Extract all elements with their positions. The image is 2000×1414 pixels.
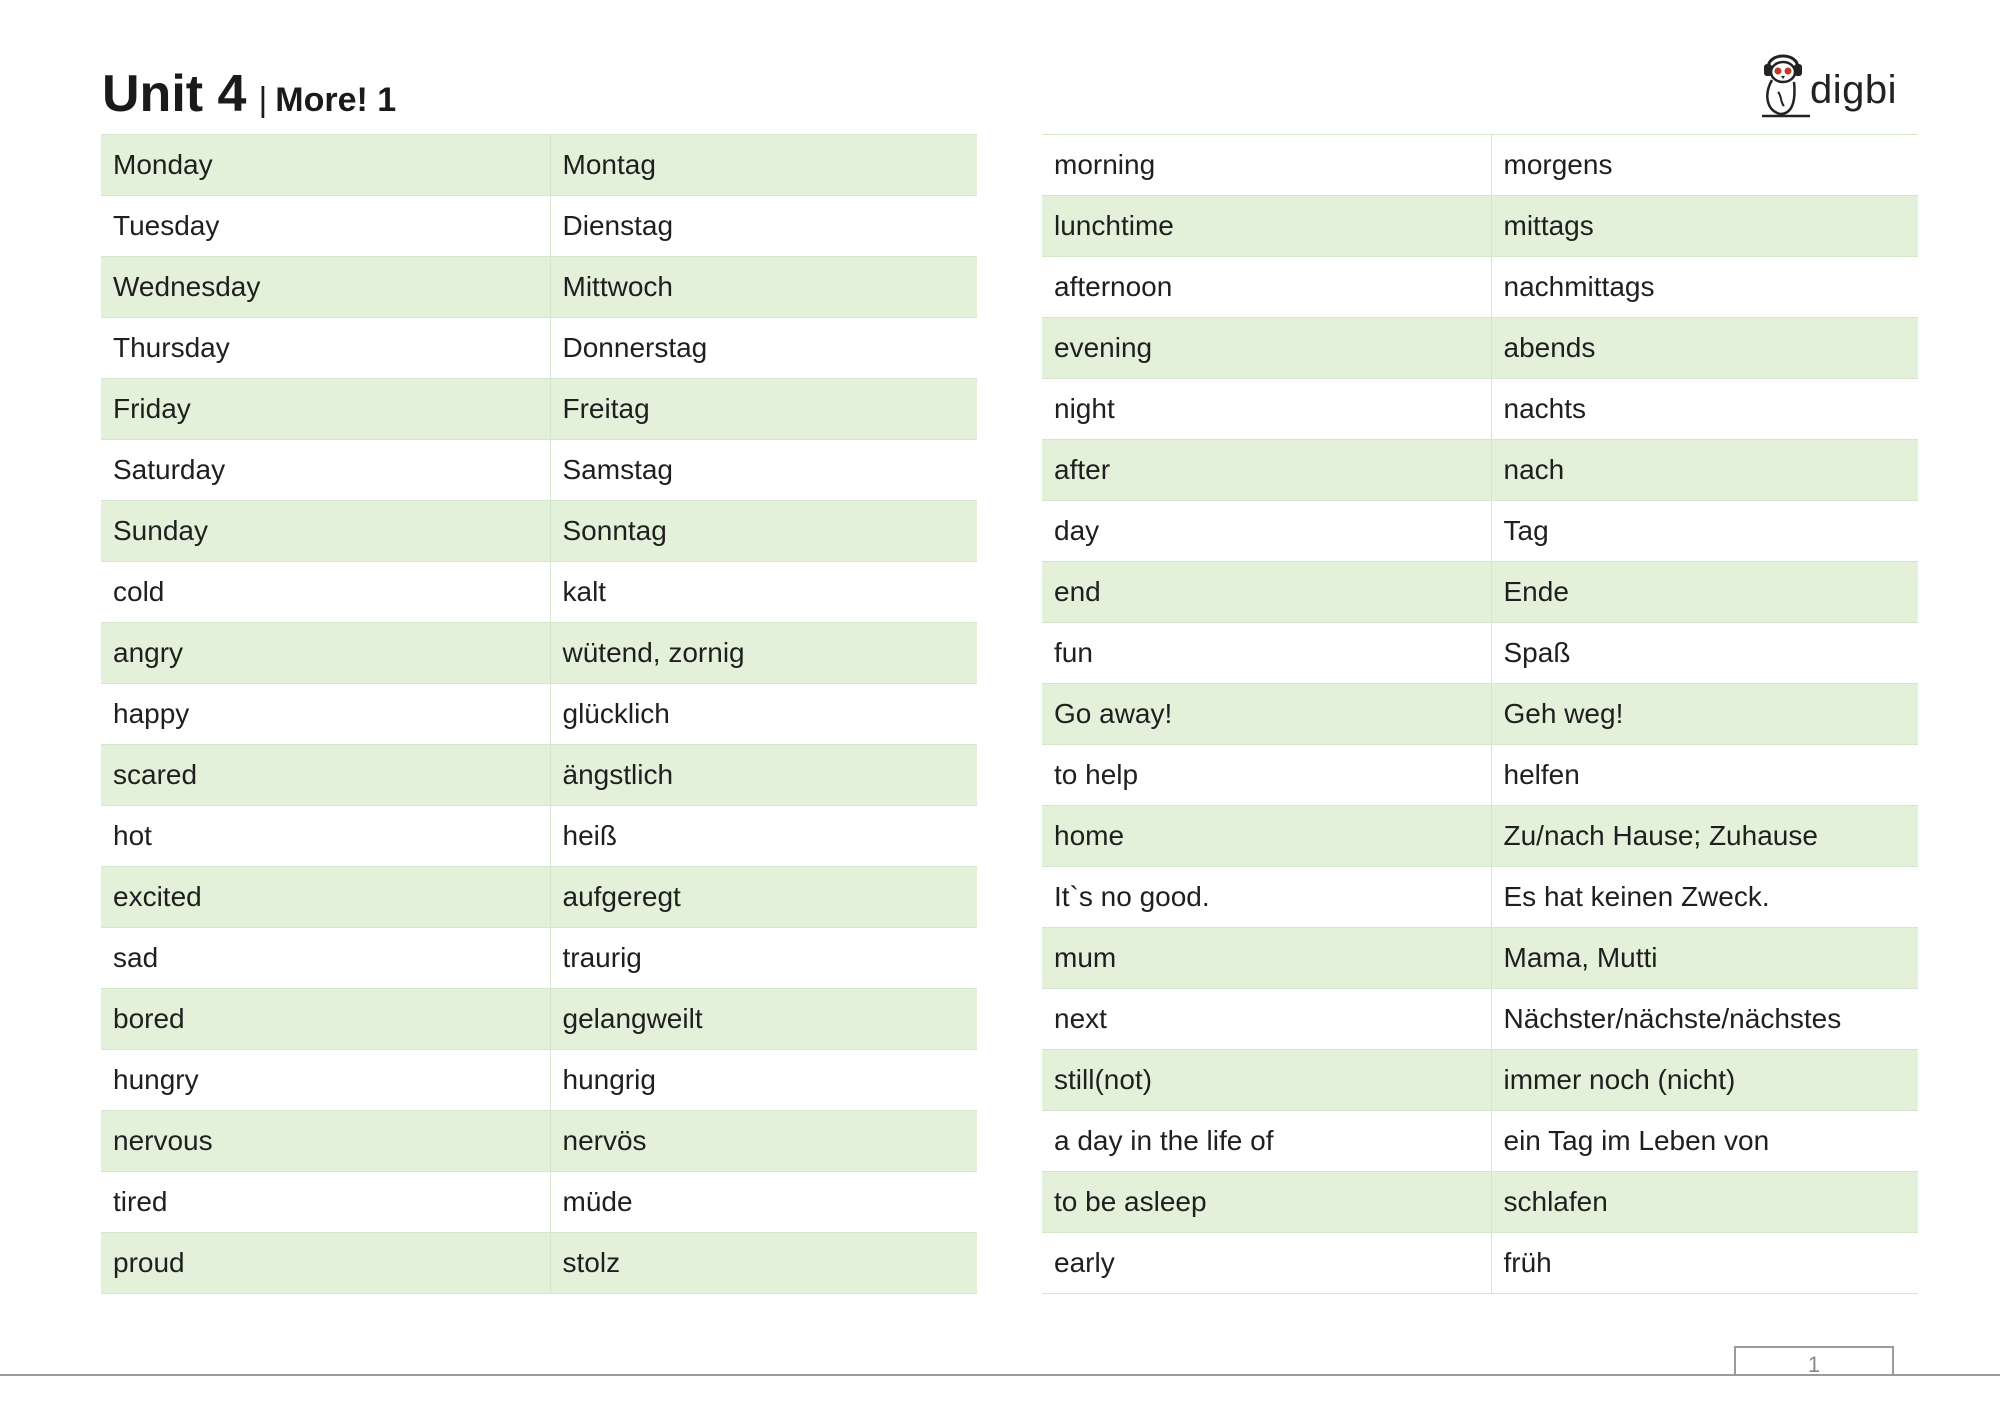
english-term: a day in the life of <box>1042 1111 1491 1172</box>
english-term: Go away! <box>1042 684 1491 745</box>
english-term: to help <box>1042 745 1491 806</box>
vocab-row <box>1042 501 1918 562</box>
english-term: morning <box>1042 135 1491 196</box>
german-translation: Tag <box>1491 501 1918 562</box>
german-translation: Nächster/nächste/nächstes <box>1491 989 1918 1050</box>
german-translation: früh <box>1491 1233 1918 1294</box>
vocab-row <box>1042 1172 1918 1233</box>
german-translation: Dienstag <box>550 196 977 257</box>
english-term: bored <box>101 989 550 1050</box>
digbi-logo <box>1758 46 1908 120</box>
german-translation: stolz <box>550 1233 977 1294</box>
german-translation: ängstlich <box>550 745 977 806</box>
vocab-row <box>101 318 977 379</box>
english-term: Monday <box>101 135 550 196</box>
german-translation: morgens <box>1491 135 1918 196</box>
vocab-row <box>1042 379 1918 440</box>
english-term: Tuesday <box>101 196 550 257</box>
english-term: scared <box>101 745 550 806</box>
german-translation: Mittwoch <box>550 257 977 318</box>
english-term: angry <box>101 623 550 684</box>
german-translation: nachmittags <box>1491 257 1918 318</box>
vocab-row <box>101 257 977 318</box>
english-term: cold <box>101 562 550 623</box>
german-translation: Sonntag <box>550 501 977 562</box>
vocab-row <box>1042 623 1918 684</box>
vocab-row <box>1042 989 1918 1050</box>
english-term: proud <box>101 1233 550 1294</box>
vocab-row <box>1042 867 1918 928</box>
footer-divider <box>0 1374 2000 1376</box>
german-translation: abends <box>1491 318 1918 379</box>
logo-text: digbi <box>1810 68 1898 112</box>
english-term: early <box>1042 1233 1491 1294</box>
vocab-row <box>101 1172 977 1233</box>
vocab-row <box>1042 196 1918 257</box>
owl-headphones-icon <box>1758 46 1814 120</box>
english-term: tired <box>101 1172 550 1233</box>
german-translation: Mama, Mutti <box>1491 928 1918 989</box>
german-translation: Es hat keinen Zweck. <box>1491 867 1918 928</box>
english-term: end <box>1042 562 1491 623</box>
german-translation: helfen <box>1491 745 1918 806</box>
english-term: Sunday <box>101 501 550 562</box>
english-term: to be asleep <box>1042 1172 1491 1233</box>
english-term: still(not) <box>1042 1050 1491 1111</box>
vocab-table-left <box>101 134 977 1294</box>
unit-title: Unit 4 <box>102 65 247 123</box>
german-translation: heiß <box>550 806 977 867</box>
vocab-row <box>101 501 977 562</box>
english-term: excited <box>101 867 550 928</box>
german-translation: immer noch (nicht) <box>1491 1050 1918 1111</box>
vocab-row <box>101 684 977 745</box>
german-translation: nachts <box>1491 379 1918 440</box>
vocab-row <box>101 196 977 257</box>
vocab-row <box>101 135 977 196</box>
english-term: home <box>1042 806 1491 867</box>
english-term: after <box>1042 440 1491 501</box>
english-term: lunchtime <box>1042 196 1491 257</box>
english-term: next <box>1042 989 1491 1050</box>
vocab-row <box>101 623 977 684</box>
german-translation: wütend, zornig <box>550 623 977 684</box>
english-term: nervous <box>101 1111 550 1172</box>
german-translation: Freitag <box>550 379 977 440</box>
german-translation: mittags <box>1491 196 1918 257</box>
english-term: Friday <box>101 379 550 440</box>
german-translation: Samstag <box>550 440 977 501</box>
english-term: happy <box>101 684 550 745</box>
vocab-row <box>101 440 977 501</box>
german-translation: müde <box>550 1172 977 1233</box>
english-term: fun <box>1042 623 1491 684</box>
german-translation: Zu/nach Hause; Zuhause <box>1491 806 1918 867</box>
german-translation: hungrig <box>550 1050 977 1111</box>
german-translation: gelangweilt <box>550 989 977 1050</box>
english-term: mum <box>1042 928 1491 989</box>
vocab-row <box>101 867 977 928</box>
vocab-row <box>101 379 977 440</box>
vocab-row <box>1042 745 1918 806</box>
german-translation: nervös <box>550 1111 977 1172</box>
vocab-row <box>1042 1233 1918 1294</box>
vocab-row <box>101 806 977 867</box>
vocab-row <box>101 1050 977 1111</box>
book-title: More! 1 <box>275 81 397 119</box>
vocab-row <box>101 989 977 1050</box>
title-separator: | <box>258 81 268 119</box>
german-translation: Geh weg! <box>1491 684 1918 745</box>
german-translation: Ende <box>1491 562 1918 623</box>
vocab-row <box>1042 562 1918 623</box>
german-translation: Spaß <box>1491 623 1918 684</box>
english-term: afternoon <box>1042 257 1491 318</box>
english-term: night <box>1042 379 1491 440</box>
vocab-row <box>1042 928 1918 989</box>
english-term: Wednesday <box>101 257 550 318</box>
english-term: evening <box>1042 318 1491 379</box>
german-translation: glücklich <box>550 684 977 745</box>
vocab-row <box>1042 440 1918 501</box>
vocab-row <box>101 745 977 806</box>
english-term: Saturday <box>101 440 550 501</box>
vocab-row <box>1042 135 1918 196</box>
german-translation: traurig <box>550 928 977 989</box>
english-term: sad <box>101 928 550 989</box>
english-term: Thursday <box>101 318 550 379</box>
vocab-table-right <box>1042 134 1918 1294</box>
german-translation: ein Tag im Leben von <box>1491 1111 1918 1172</box>
vocab-row <box>1042 684 1918 745</box>
vocab-row <box>1042 806 1918 867</box>
vocab-row <box>101 562 977 623</box>
vocab-row <box>1042 318 1918 379</box>
german-translation: Donnerstag <box>550 318 977 379</box>
vocab-row <box>1042 257 1918 318</box>
german-translation: Montag <box>550 135 977 196</box>
german-translation: aufgeregt <box>550 867 977 928</box>
vocab-row <box>101 1111 977 1172</box>
english-term: It`s no good. <box>1042 867 1491 928</box>
vocab-row <box>101 928 977 989</box>
page-number: 1 <box>1807 1352 1821 1377</box>
page-title <box>102 64 396 124</box>
vocab-row <box>101 1233 977 1294</box>
english-term: hot <box>101 806 550 867</box>
german-translation: schlafen <box>1491 1172 1918 1233</box>
english-term: hungry <box>101 1050 550 1111</box>
german-translation: kalt <box>550 562 977 623</box>
english-term: day <box>1042 501 1491 562</box>
vocab-row <box>1042 1111 1918 1172</box>
vocab-row <box>1042 1050 1918 1111</box>
german-translation: nach <box>1491 440 1918 501</box>
